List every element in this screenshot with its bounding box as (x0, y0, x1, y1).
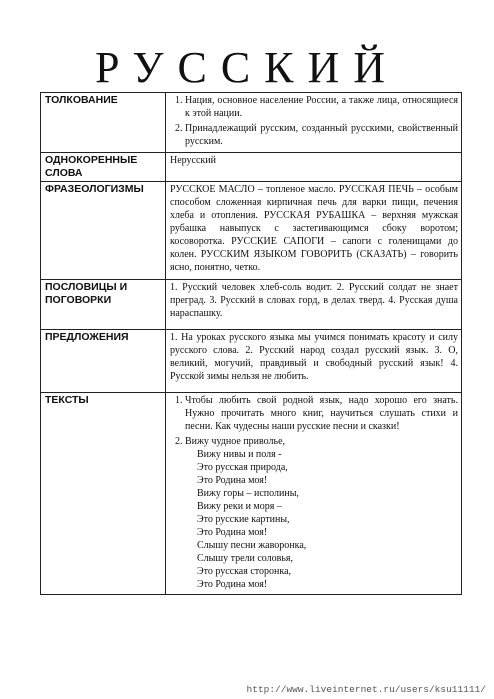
list-item: 2. Принадлежащий русским, созданный русскими, свойственный русским. (185, 122, 458, 148)
poem-line: Вижу нивы и поля - (197, 449, 282, 460)
row-poslovitsy (41, 280, 462, 330)
list-item: 1. Чтобы любить свой родной язык, надо хорошо его знать. Нужно прочитать много книг, научиться слушать стихи и песни. Как чудесны наши русские песни и сказки! (185, 394, 458, 433)
content-poslovitsy: 1. Русский человек хлеб-соль водит. 2. Русский солдат не знает преград. 3. Русский в словах горд, в делах тверд. 4. Русская душа нараспашку. (166, 280, 462, 330)
poem-line: Это русские картины, (197, 514, 290, 525)
poem-line: Это Родина моя! (197, 579, 268, 590)
label-poslovitsy: ПОСЛОВИЦЫ И ПОГОВОРКИ (41, 280, 166, 330)
label-odnokorennye: ОДНОКОРЕННЫЕ СЛОВА (41, 153, 166, 182)
content-tolkovanie (166, 93, 462, 153)
content-predlozheniya: 1. На уроках русского языка мы учимся понимать красоту и силу русского слова. 2. Русский народ создал русский язык. 3. О, великий, могучий, правдивый и свободный русский язык! 4. Русской зимы нельзя не любить. (166, 330, 462, 393)
poem-line: Слышу песни жаворонка, (197, 540, 307, 551)
poem-line: Это Родина моя! (197, 527, 268, 538)
content-odnokorennye: Нерусский (166, 153, 462, 182)
content-frazeologizmy: РУССКОЕ МАСЛО – топленое масло. РУССКАЯ ПЕЧЬ – особым способом сложенная кирпичная печь для варки пищи, печения хлеба и отопления. РУССКАЯ РУБАШКА – верхняя мужская рубашка навыпуск с застегивающимся сбоку воротом; косоворотка. РУССКИЕ САПОГИ – сапоги с голенищами до колен. РУССКИМ ЯЗЫКОМ ГОВОРИТЬ (СКАЗАТЬ) – говорить ясно, понятно, четко. (166, 182, 462, 280)
page-title: РУССКИЙ (94, 43, 400, 92)
row-teksty (41, 393, 462, 595)
list-item (185, 435, 458, 591)
list-item: 1. Нация, основное население России, а также лица, относящиеся к этой нации. (185, 94, 458, 120)
poem-line: Это русская сторонка, (197, 566, 292, 577)
row-predlozheniya (41, 330, 462, 393)
poem-line: Это русская природа, (197, 462, 288, 473)
poem-line: Это Родина моя! (197, 475, 268, 486)
poem-line: Слышу трели соловья, (197, 553, 294, 564)
source-url-watermark: http://www.liveinternet.ru/users/ksu11111/ (246, 684, 486, 695)
word-card-table (40, 92, 462, 595)
row-tolkovanie (41, 93, 462, 153)
poem (197, 448, 458, 591)
content-teksty (166, 393, 462, 595)
row-odnokorennye (41, 153, 462, 182)
poem-line: Вижу реки и моря – (197, 501, 282, 512)
row-frazeologizmy (41, 182, 462, 280)
poem-line: Вижу горы – исполины, (197, 488, 299, 499)
label-tolkovanie: ТОЛКОВАНИЕ (41, 93, 166, 153)
poem-first-line: Вижу чудное приволье, (185, 436, 286, 447)
label-predlozheniya: ПРЕДЛОЖЕНИЯ (41, 330, 166, 393)
label-frazeologizmy: ФРАЗЕОЛОГИЗМЫ (41, 182, 166, 280)
label-teksty: ТЕКСТЫ (41, 393, 166, 595)
